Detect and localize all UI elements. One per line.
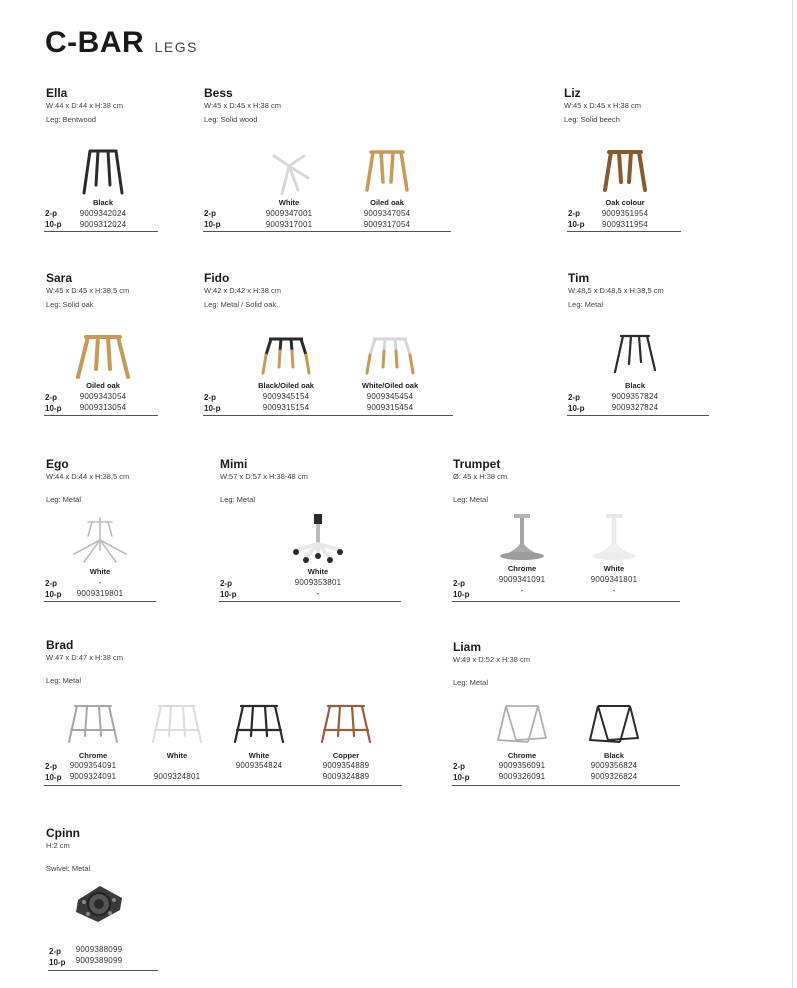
variant-brad-copper[interactable] [314,698,378,788]
product-dimensions: H:2 cm [46,841,70,850]
code-10p: 9009317054 [363,220,411,229]
code-2p: 9009356091 [498,761,546,770]
divider [452,785,680,786]
variant-label: White [603,564,625,573]
divider [219,601,401,602]
variant-ella-black[interactable] [72,140,134,235]
row-label-10p: 10-p [45,220,62,229]
product-dimensions: W:48,5 x D:48,5 x H:38,5 cm [568,286,664,295]
variant-label: Black [603,751,624,760]
variant-trumpet-chrome[interactable] [490,512,554,607]
row-label-2p: 2-p [453,579,465,588]
product-name: Fido [204,271,230,285]
product-dimensions: W:42 x D:42 x H:38 cm [204,286,281,295]
variant-bess-white[interactable] [258,140,320,235]
variant-liam-chrome[interactable] [490,698,554,788]
variant-label: Chrome [507,564,537,573]
wire-leg-copper-icon [318,700,374,746]
wire-leg-chrome-icon [65,700,121,746]
product-dimensions: W:44 x D:44 x H:38,5 cm [46,472,130,481]
code-10p: - [520,586,524,595]
variant-label: White [166,751,188,760]
row-label-2p: 2-p [204,393,216,402]
variant-label: White/Oiled oak [361,381,419,390]
code-2p: 9009341801 [590,575,638,584]
swivel-base-white-icon [70,514,130,564]
variant-bess-oak[interactable] [356,140,418,235]
row-label-2p: 2-p [45,209,57,218]
divider [203,231,451,232]
code-2p: 9009341091 [498,575,546,584]
code-2p: 9009345454 [366,392,414,401]
product-leg: Leg: Bentwood [46,115,97,124]
variant-ego-white[interactable] [68,512,132,607]
divider [44,415,158,416]
row-label-10p: 10-p [204,404,221,413]
variant-fido-white-oak[interactable] [354,326,426,421]
variant-label: Black [92,198,113,207]
castor-base-white-icon [290,512,346,564]
page-edge [792,0,793,988]
product-trumpet [453,457,507,505]
product-dimensions: W:47 x D:47 x H:38 cm [46,653,123,662]
four-leg-dark-oak-icon [599,146,651,196]
product-dimensions: W:45 x D:45 x H:38 cm [204,101,281,110]
sled-base-chrome-icon [492,700,552,746]
product-bess [204,86,281,125]
code-2p: 9009388099 [75,945,123,954]
code-10p: 9009315154 [262,403,310,412]
product-brad [46,638,123,686]
row-label-2p: 2-p [49,947,61,956]
code-2p: 9009354091 [69,761,117,770]
row-label-10p: 10-p [45,773,62,782]
four-leg-oak-icon [74,331,132,381]
divider [44,785,402,786]
row-label-10p: 10-p [568,220,585,229]
product-name: Ego [46,457,69,471]
variant-liz-oak-colour[interactable] [590,140,660,235]
four-leg-oak-icon [361,146,413,196]
code-2p: 9009357824 [611,392,659,401]
code-10p: 9009389099 [75,956,123,965]
code-2p: 9009342024 [79,209,127,218]
code-10p: 9009326824 [590,772,638,781]
divider [452,601,680,602]
product-dimensions: W:44 x D:44 x H:38 cm [46,101,123,110]
divider [48,970,158,971]
variant-cpinn[interactable] [62,880,136,975]
row-label-10p: 10-p [204,220,221,229]
variant-liam-black[interactable] [582,698,646,788]
product-name: Liam [453,640,482,654]
code-2p: 9009343054 [79,392,127,401]
row-label-2p: 2-p [45,762,57,771]
product-name: Ella [46,86,68,100]
product-dimensions: W:45 x D:45 x H:38 cm [564,101,641,110]
code-2p: 9009354889 [322,761,370,770]
row-label-2p: 2-p [453,762,465,771]
page-subtitle: LEGS [154,39,198,55]
product-leg: Leg: Metal [46,676,82,685]
product-leg: Leg: Solid beech [564,115,620,124]
divider [567,415,709,416]
product-dimensions: W:49 x D:52 x H:38 cm [453,655,530,664]
code-2p: - [98,578,102,587]
variant-label: Oiled oak [86,381,120,390]
product-dimensions: Ø: 45 x H:38 cm [453,472,508,481]
code-10p: 9009326091 [498,772,546,781]
product-leg: Leg: Metal [453,678,489,687]
variant-label: Black [624,381,645,390]
product-name: Sara [46,271,73,285]
brand-title: C-BAR [45,26,145,59]
product-cpinn [46,826,90,874]
code-10p: - [316,589,320,598]
divider [203,415,453,416]
variant-label: Chrome [78,751,108,760]
product-name: Tim [568,271,590,285]
code-10p: 9009319801 [76,589,124,598]
code-10p: 9009312024 [79,220,127,229]
row-label-10p: 10-p [49,958,66,967]
product-dimensions: W:45 x D:45 x H:38,5 cm [46,286,130,295]
wire-leg-white-icon [149,700,205,746]
row-label-2p: 2-p [204,209,216,218]
code-2p: 9009354824 [235,761,283,770]
variant-mimi-white[interactable] [284,512,352,607]
code-10p: 9009324801 [153,772,201,781]
four-leg-white-oak-icon [365,331,415,379]
row-label-10p: 10-p [453,590,470,599]
variant-label: Chrome [507,751,537,760]
variant-label: White [89,567,111,576]
variant-label: White [307,567,329,576]
row-label-2p: 2-p [568,209,580,218]
page-title [45,26,198,60]
product-leg: Swivel: Metal [46,864,91,873]
product-sara [46,271,129,310]
code-2p: 9009353801 [294,578,342,587]
product-fido [204,271,281,310]
product-tim [568,271,664,310]
row-label-2p: 2-p [568,393,580,402]
code-2p: 9009347054 [363,209,411,218]
product-leg: Leg: Metal [568,300,604,309]
four-leg-black-oak-icon [261,331,311,379]
swivel-plate-icon [70,882,128,926]
code-2p: 9009356824 [590,761,638,770]
product-ego [46,457,129,505]
variant-fido-black-oak[interactable] [250,326,322,421]
product-leg: Leg: Metal [46,495,82,504]
variant-label: White [278,198,300,207]
row-label-10p: 10-p [453,773,470,782]
variant-label: Copper [332,751,360,760]
code-2p: 9009347001 [265,209,313,218]
variant-trumpet-white[interactable] [582,512,646,607]
code-10p: 9009311954 [602,220,648,229]
row-label-2p: 2-p [220,579,232,588]
product-leg: Leg: Metal / Solid oak [204,300,277,309]
product-name: Cpinn [46,826,80,840]
divider [567,231,681,232]
code-2p: 9009351954 [601,209,649,218]
product-liam [453,640,530,688]
variant-sara-oak[interactable] [72,326,134,421]
variant-label: Oak colour [605,198,645,207]
row-label-2p: 2-p [45,393,57,402]
variant-label: Black/Oiled oak [258,381,314,390]
product-name: Bess [204,86,233,100]
four-leg-white-icon [264,148,314,198]
product-leg: Leg: Metal [453,495,489,504]
trumpet-base-white-icon [586,512,642,564]
row-label-2p: 2-p [45,579,57,588]
divider [44,601,156,602]
code-10p: 9009313054 [79,403,127,412]
code-10p: - [612,586,616,595]
product-dimensions: W:57 x D:57 x H:38-48 cm [220,472,308,481]
product-name: Trumpet [453,457,501,471]
divider [44,231,158,232]
variant-label: White [248,751,270,760]
variant-tim-black[interactable] [600,326,670,421]
wire-leg-black-icon [231,700,287,746]
variant-brad-black[interactable] [228,698,290,788]
product-name: Brad [46,638,74,652]
product-name: Mimi [220,457,248,471]
product-liz [564,86,641,125]
four-leg-black-icon [78,145,128,197]
variant-label: Oiled oak [370,198,404,207]
product-leg: Leg: Solid oak [46,300,94,309]
product-leg: Leg: Metal [220,495,256,504]
row-label-10p: 10-p [45,590,62,599]
row-label-10p: 10-p [45,404,62,413]
code-10p: 9009315454 [366,403,414,412]
product-leg: Leg: Solid wood [204,115,258,124]
metal-leg-black-icon [609,330,661,378]
variant-brad-chrome[interactable] [62,698,124,788]
product-mimi [220,457,308,505]
code-10p: 9009324889 [322,772,370,781]
variant-brad-white[interactable] [146,698,208,788]
product-name: Liz [564,86,581,100]
row-label-10p: 10-p [568,404,585,413]
code-2p: 9009345154 [262,392,310,401]
code-10p: 9009324091 [69,772,117,781]
row-label-10p: 10-p [220,590,237,599]
product-ella [46,86,123,125]
code-10p: 9009317001 [265,220,313,229]
trumpet-base-chrome-icon [494,512,550,564]
sled-base-black-icon [584,700,644,746]
code-10p: 9009327824 [611,403,659,412]
